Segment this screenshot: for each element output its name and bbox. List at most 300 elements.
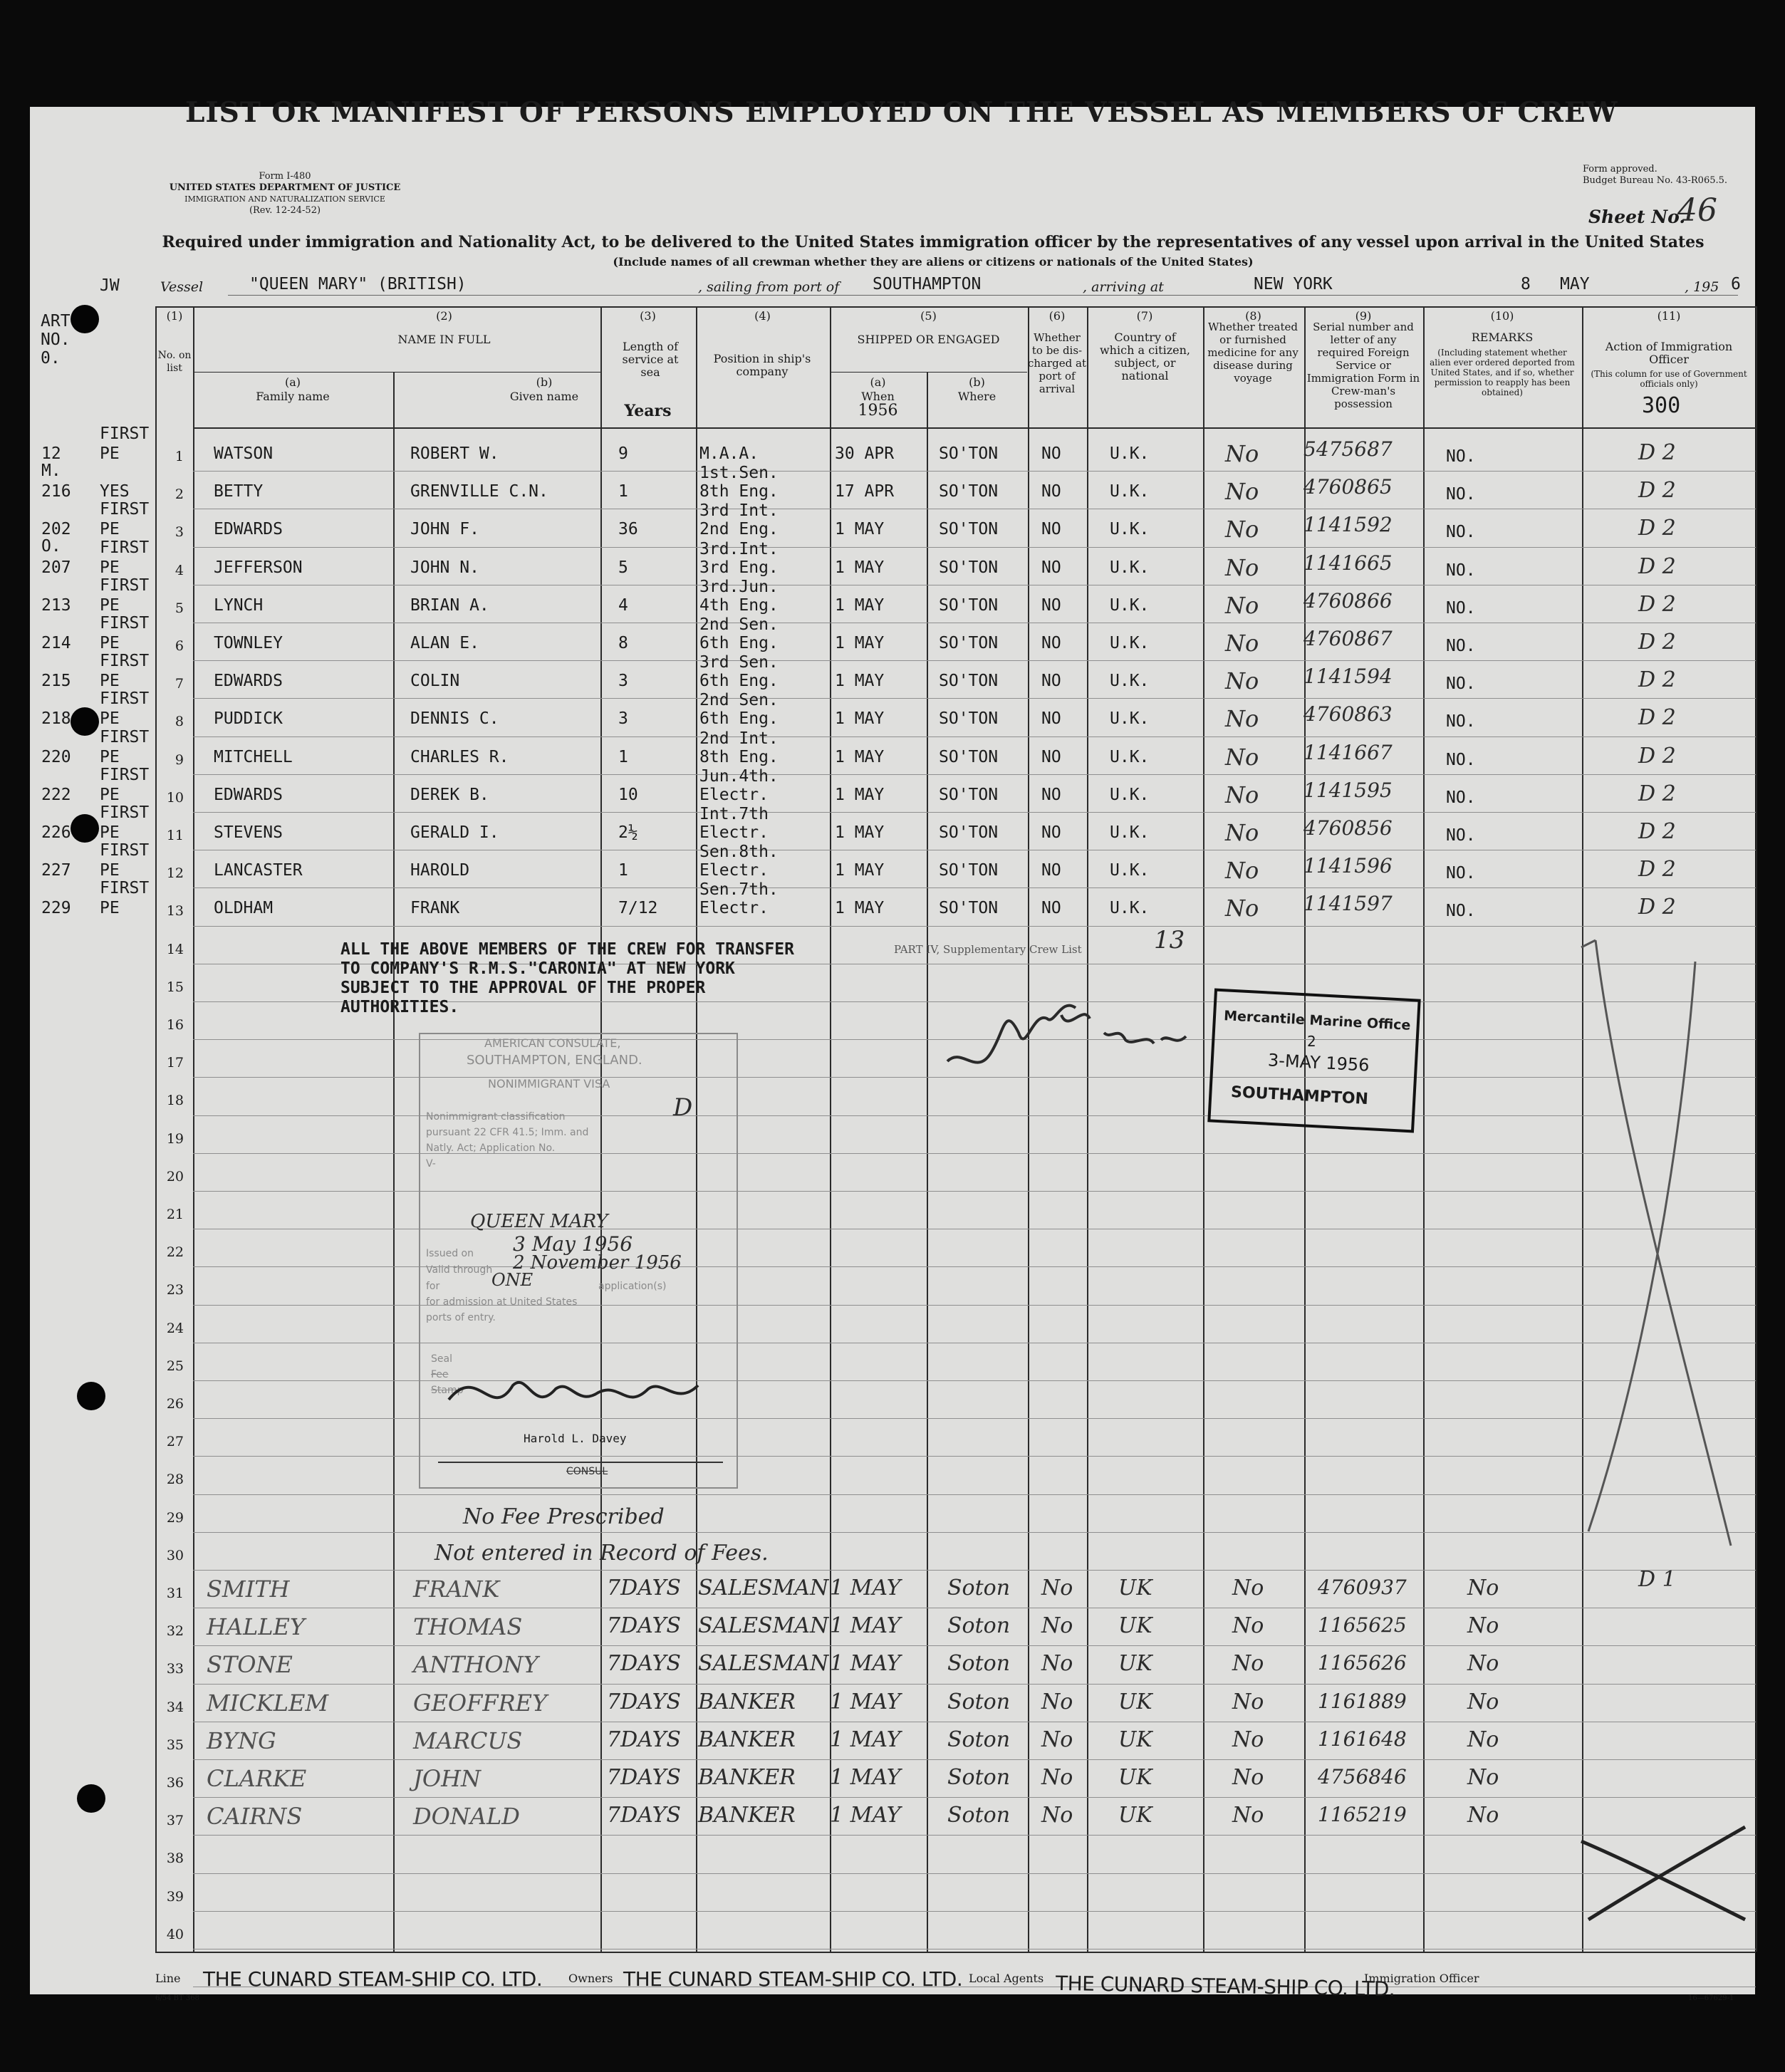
row-number: 3 [175, 524, 184, 541]
transfer-note-1: ALL THE ABOVE MEMBERS OF THE CREW FOR TRANSFER [340, 940, 794, 959]
crew-family-name: EDWARDS [214, 520, 283, 539]
crew-discharged: NO [1041, 444, 1061, 463]
crew-position: BANKER [698, 1689, 796, 1714]
transfer-note-3: SUBJECT TO THE APPROVAL OF THE PROPER [340, 979, 706, 997]
crew-country: U.K. [1110, 558, 1150, 577]
crew-serial: 1141592 [1303, 513, 1393, 537]
crew-discharged: No [1041, 1689, 1073, 1714]
crew-position: 2nd Eng. [699, 520, 779, 539]
crew-discharged: No [1041, 1727, 1073, 1752]
row-number: 40 [166, 1926, 184, 1942]
crew-country: UK [1118, 1651, 1152, 1677]
crew-position: 6th Eng. [699, 634, 779, 652]
service: IMMIGRATION AND NATURALIZATION SERVICE [184, 194, 385, 204]
crew-position: 3rd Eng. [699, 558, 779, 577]
crew-given-name: ALAN E. [410, 634, 479, 652]
voyage-marker: JW [100, 276, 120, 295]
row-number: 26 [166, 1396, 184, 1412]
crew-discharged: NO [1041, 747, 1061, 766]
crew-service-length: 7/12 [618, 899, 658, 918]
crew-remarks: No [1467, 1765, 1499, 1790]
col1-num: (1) [166, 309, 183, 323]
footer-line-label: Line [155, 1972, 181, 1985]
crew-country: U.K. [1110, 595, 1150, 615]
crew-country: U.K. [1110, 520, 1150, 539]
punch-hole [71, 305, 99, 333]
table-column-rule [193, 306, 194, 1952]
consulate-adm2: ports of entry. [426, 1312, 496, 1323]
crew-serial: 4760863 [1303, 702, 1393, 727]
col2b-num: (b) [536, 375, 553, 389]
crew-family-name: BYNG [207, 1727, 276, 1754]
row-number: 10 [166, 789, 184, 806]
consulate-issued: 3 May 1956 [513, 1232, 633, 1256]
crew-action: D 2 [1638, 819, 1676, 844]
row-number: 37 [166, 1813, 184, 1829]
footer-line: THE CUNARD STEAM-SHIP CO. LTD. [203, 1967, 543, 1991]
table-column-rule [393, 372, 395, 1952]
crew-given-name: DONALD [413, 1803, 520, 1831]
crew-remarks: NO. [1446, 788, 1476, 807]
margin-side-note: M. [41, 462, 61, 480]
table-column-rule [927, 372, 928, 1952]
crew-discharged: NO [1041, 520, 1061, 539]
consulate-line2: SOUTHAMPTON, ENGLAND. [467, 1053, 642, 1068]
subheader-rule [193, 372, 600, 373]
crew-position-rank: 2nd Sen. [699, 691, 779, 710]
crew-country: U.K. [1110, 899, 1150, 918]
col5-year: 1956 [858, 402, 898, 420]
crew-family-name: OLDHAM [214, 899, 274, 918]
form-approved: Form approved. [1583, 164, 1658, 175]
col5a-label: When [861, 390, 895, 403]
margin-class-prefix: FIRST [100, 576, 150, 595]
crew-family-name: STEVENS [214, 823, 283, 842]
crew-shipped-where: SO'TON [939, 558, 999, 577]
crew-medical: No [1225, 553, 1259, 581]
col1-label: No. on list [157, 350, 192, 374]
crew-shipped-when: 1 MAY [835, 899, 885, 918]
table-row-rule [193, 1759, 1756, 1760]
row-number: 30 [166, 1547, 184, 1563]
table-row-rule [193, 547, 1756, 548]
table-column-rule [1087, 306, 1088, 1952]
crew-discharged: No [1041, 1803, 1073, 1828]
row-number: 8 [175, 714, 184, 730]
sailing-label: , sailing from port of [698, 279, 840, 295]
crew-discharged: NO [1041, 595, 1061, 615]
margin-art-number: 227 [41, 861, 71, 880]
crew-position-rank: 3rd.Int. [699, 539, 779, 558]
margin-class-prefix: FIRST [100, 425, 150, 443]
crew-family-name: TOWNLEY [214, 634, 283, 652]
margin-class-prefix: FIRST [100, 652, 150, 671]
marine-place: SOUTHAMPTON [1230, 1083, 1369, 1109]
margin-art-number: 216 [41, 482, 71, 501]
crew-family-name: EDWARDS [214, 785, 283, 804]
margin-zero: 0. [41, 349, 61, 368]
margin-class: PE [100, 747, 120, 766]
margin-class: PE [100, 520, 120, 539]
year-prefix: , 195 [1685, 279, 1719, 295]
footer-owners-label: Owners [568, 1972, 613, 1985]
consulate-valid-label: Valid through [426, 1264, 493, 1276]
consulate-line3: NONIMMIGRANT VISA [488, 1077, 610, 1090]
crew-medical: No [1232, 1803, 1264, 1828]
crew-given-name: JOHN [413, 1765, 481, 1792]
crew-shipped-where: Soton [947, 1727, 1011, 1752]
officer-signature [940, 976, 1204, 1090]
crew-discharged: No [1041, 1651, 1073, 1677]
row-number: 36 [166, 1775, 184, 1791]
crew-medical: No [1225, 781, 1259, 808]
crew-shipped-where: Soton [947, 1689, 1011, 1714]
crew-position-rank: 3rd Int. [699, 501, 779, 521]
crew-serial: 1141595 [1303, 778, 1393, 802]
row-number: 28 [166, 1472, 184, 1488]
margin-class-prefix: FIRST [100, 689, 150, 709]
crew-shipped-where: SO'TON [939, 747, 999, 766]
consulate-count: ONE [491, 1270, 534, 1290]
table-row-rule [193, 698, 1756, 699]
cancel-cross-mark-small [1567, 1820, 1756, 1927]
table-row-rule [193, 1532, 1756, 1533]
crew-country: U.K. [1110, 747, 1150, 766]
crew-action: D 2 [1638, 591, 1676, 617]
footer-agents: THE CUNARD STEAM-SHIP CO. LTD. [1055, 1971, 1395, 2001]
crew-service-length: 1 [618, 482, 628, 501]
crew-discharged: No [1041, 1765, 1073, 1790]
crew-service-length: 7DAYS [607, 1576, 681, 1600]
consulate-line6: Natly. Act; Application No. [426, 1142, 556, 1154]
row-number: 34 [166, 1699, 184, 1715]
table-bottom-rule [155, 1952, 1756, 1953]
vessel-label: Vessel [160, 279, 204, 295]
crew-discharged: NO [1041, 899, 1061, 918]
consulate-line7: V- [426, 1158, 436, 1170]
consulate-app-label: application(s) [598, 1281, 667, 1292]
table-row-rule [193, 1684, 1756, 1685]
col8-num: (8) [1245, 309, 1261, 323]
crew-medical: No [1225, 478, 1259, 506]
port-to: NEW YORK [1254, 275, 1333, 293]
crew-shipped-when: 1 MAY [830, 1613, 901, 1639]
crew-given-name: MARCUS [413, 1727, 523, 1754]
crew-country: UK [1118, 1803, 1152, 1828]
col2-num: (2) [436, 309, 452, 323]
page-subtitle: Required under immigration and Nationality Act, to be delivered to the United States immigration officer by the representatives of any vessel upon arrival in the United States [162, 233, 1705, 251]
crew-country: U.K. [1110, 482, 1150, 501]
crew-medical: No [1225, 819, 1259, 846]
margin-class-prefix: FIRST [100, 727, 150, 746]
marine-num: 2 [1307, 1033, 1316, 1050]
margin-class: PE [100, 558, 120, 577]
consulate-ship: QUEEN MARY [470, 1211, 608, 1232]
crew-position: 8th Eng. [699, 747, 779, 766]
form-id-block [146, 171, 424, 217]
row-number: 19 [166, 1130, 184, 1147]
crew-medical: No [1225, 630, 1259, 657]
crew-given-name: ROBERT W. [410, 444, 499, 463]
crew-remarks: No [1467, 1651, 1499, 1677]
margin-class-prefix: FIRST [100, 614, 150, 632]
crew-shipped-when: 17 APR [835, 482, 895, 501]
margin-class: PE [100, 785, 120, 804]
table-row-rule [193, 926, 1756, 927]
consulate-line1: AMERICAN CONSULATE, [484, 1036, 621, 1050]
crew-position: Electr. [699, 899, 769, 918]
crew-given-name: GRENVILLE C.N. [410, 482, 548, 501]
margin-class: PE [100, 709, 120, 729]
margin-class: PE [100, 861, 120, 880]
crew-discharged: NO [1041, 482, 1061, 501]
col7-label: Country of which a citizen, subject, or national [1099, 330, 1190, 382]
punch-hole [77, 1784, 105, 1813]
col9-label: Serial number and letter of any required Foreign Service or Immigration Form in Crew-man's possession [1306, 321, 1420, 410]
crew-position: Electr. [699, 823, 769, 842]
crew-country: UK [1118, 1613, 1152, 1639]
crew-medical: No [1232, 1651, 1264, 1677]
margin-class-prefix: FIRST [100, 538, 150, 557]
crew-remarks: NO. [1446, 485, 1476, 504]
consulate-for-label: for [426, 1281, 440, 1292]
crew-serial: 4760856 [1303, 816, 1393, 840]
table-row-rule [193, 774, 1756, 775]
crew-serial: 4760866 [1303, 588, 1393, 613]
arriving-label: , arriving at [1083, 279, 1164, 295]
crew-medical: No [1225, 743, 1259, 771]
crew-position-rank: Int.7th [699, 805, 769, 823]
crew-service-length: 7DAYS [607, 1689, 681, 1714]
crew-given-name: THOMAS [413, 1613, 523, 1641]
table-column-rule [1028, 306, 1029, 1952]
table-row-rule [193, 1645, 1756, 1646]
punch-hole [77, 1382, 105, 1410]
col8-label: Whether treated or furnished medicine for any disease during voyage [1207, 321, 1299, 385]
row-number: 7 [175, 676, 184, 692]
footer-officer-label: Immigration Officer [1364, 1972, 1479, 1985]
table-row-rule [193, 736, 1756, 737]
col5-num: (5) [920, 309, 937, 323]
crew-shipped-when: 1 MAY [835, 520, 885, 539]
col3-num: (3) [640, 309, 656, 323]
row-number: 9 [175, 751, 184, 768]
crew-position-rank: 2nd Sen. [699, 615, 779, 634]
table-row-rule [193, 1911, 1756, 1912]
crew-position: SALESMAN [698, 1651, 829, 1677]
margin-art-number: 207 [41, 558, 71, 577]
crew-shipped-where: SO'TON [939, 672, 999, 691]
consulate-fee: Fee [431, 1369, 449, 1380]
crew-action: D 2 [1638, 705, 1676, 731]
crew-remarks: NO. [1446, 598, 1476, 618]
row-number: 2 [175, 486, 184, 503]
row-number: 29 [166, 1509, 184, 1526]
crew-country: U.K. [1110, 709, 1150, 729]
row-number: 21 [166, 1207, 184, 1222]
crew-shipped-when: 1 MAY [835, 785, 885, 804]
margin-art-number: 229 [41, 899, 71, 918]
row-number: 13 [166, 903, 184, 920]
crew-position: 4th Eng. [699, 595, 779, 615]
margin-art-number: 218 [41, 709, 71, 729]
crew-action: D 2 [1638, 478, 1676, 504]
crew-remarks: NO. [1446, 712, 1476, 732]
row-number: 14 [166, 941, 184, 957]
crew-discharged: NO [1041, 785, 1061, 804]
row-number: 17 [166, 1055, 184, 1071]
crew-given-name: FRANK [410, 899, 460, 918]
footer-print-left: 6/54 BT 368 [155, 1994, 199, 2002]
row-number: 35 [166, 1737, 184, 1753]
row-number: 5 [175, 600, 184, 616]
crew-action: D 2 [1638, 743, 1676, 769]
crew-service-length: 7DAYS [607, 1613, 681, 1639]
crew-shipped-where: SO'TON [939, 444, 999, 463]
crew-remarks: No [1467, 1803, 1499, 1828]
crew-medical: No [1225, 705, 1259, 733]
col2a-num: (a) [284, 375, 301, 389]
crew-shipped-where: Soton [947, 1651, 1011, 1677]
crew-position-rank: 2nd Int. [699, 729, 779, 748]
crew-shipped-where: Soton [947, 1765, 1011, 1790]
consul-name: Harold L. Davey [524, 1432, 627, 1445]
row-number: 16 [166, 1017, 184, 1033]
crew-position: SALESMAN [698, 1576, 829, 1600]
row-number: 4 [175, 562, 184, 578]
crew-discharged: No [1041, 1576, 1073, 1600]
table-row-rule [193, 887, 1756, 888]
crew-position: 8th Eng. [699, 482, 779, 501]
crew-serial: 1141597 [1303, 892, 1393, 916]
margin-class-prefix: FIRST [100, 841, 150, 860]
col9-num: (9) [1355, 309, 1372, 323]
budget-bureau: Budget Bureau No. 43-R065.5. [1583, 175, 1728, 186]
crew-medical: No [1225, 440, 1259, 467]
consulate-valid: 2 November 1956 [513, 1252, 682, 1274]
margin-class: PE [100, 444, 120, 463]
col11-label: Action of Immigration Officer [1605, 340, 1733, 366]
crew-service-length: 10 [618, 785, 638, 804]
row-number: 38 [166, 1850, 184, 1867]
crew-serial: 1165626 [1318, 1651, 1407, 1675]
crew-position: SALESMAN [698, 1613, 829, 1639]
crew-remarks: No [1467, 1727, 1499, 1752]
crew-family-name: LANCASTER [214, 861, 303, 880]
row-number: 27 [166, 1434, 184, 1450]
crew-discharged: NO [1041, 558, 1061, 577]
crew-action: D 2 [1638, 895, 1676, 920]
table-column-rule [1756, 306, 1757, 1952]
table-top-rule [155, 306, 1756, 308]
crew-family-name: MICKLEM [207, 1689, 329, 1717]
crew-family-name: LYNCH [214, 595, 264, 615]
crew-shipped-when: 1 MAY [835, 672, 885, 691]
crew-shipped-where: SO'TON [939, 709, 999, 729]
crew-position: 6th Eng. [699, 672, 779, 691]
row-number: 22 [166, 1244, 184, 1261]
row-number: 31 [166, 1586, 184, 1601]
crew-family-name: MITCHELL [214, 747, 293, 766]
col4-label: Position in ship's company [713, 352, 811, 378]
voyage-underline [228, 295, 1738, 296]
crew-country: UK [1118, 1765, 1152, 1790]
crew-remarks: NO. [1446, 447, 1476, 466]
crew-shipped-when: 1 MAY [835, 595, 885, 615]
row-number: 25 [166, 1358, 184, 1374]
crew-service-length: 7DAYS [607, 1803, 681, 1828]
crew-medical: No [1225, 895, 1259, 922]
page-title: LIST OR MANIFEST OF PERSONS EMPLOYED ON THE VESSEL AS MEMBERS OF CREW [185, 96, 1618, 129]
crew-position-rank: Sen.7th. [699, 880, 779, 900]
crew-given-name: BRIAN A. [410, 595, 489, 615]
marine-date: 3-MAY 1956 [1267, 1050, 1370, 1076]
margin-art-number: 213 [41, 595, 71, 615]
crew-shipped-where: SO'TON [939, 899, 999, 918]
crew-given-name: FRANK [413, 1576, 500, 1603]
col11-num: (11) [1657, 309, 1681, 323]
margin-art-number: 12 [41, 444, 61, 463]
crew-shipped-when: 1 MAY [835, 634, 885, 652]
margin-class: PE [100, 595, 120, 615]
crew-shipped-when: 1 MAY [830, 1803, 901, 1828]
consulate-mark: D [673, 1093, 693, 1122]
crew-family-name: SMITH [207, 1576, 290, 1603]
crew-shipped-where: SO'TON [939, 482, 999, 501]
crew-family-name: JEFFERSON [214, 558, 303, 577]
crew-shipped-when: 1 MAY [830, 1576, 901, 1600]
col10-num: (10) [1490, 309, 1514, 323]
margin-art-number: 215 [41, 672, 71, 691]
margin-class: PE [100, 899, 120, 918]
col11-count: 300 [1642, 393, 1681, 418]
crew-given-name: JOHN N. [410, 558, 479, 577]
margin-art-number: 214 [41, 634, 71, 652]
crew-family-name: EDWARDS [214, 672, 283, 691]
crew-medical: No [1232, 1689, 1264, 1714]
crew-position-rank: Jun.4th. [699, 766, 779, 786]
department: UNITED STATES DEPARTMENT OF JUSTICE [169, 182, 401, 193]
row-number: 18 [166, 1093, 184, 1109]
crew-service-length: 3 [618, 672, 628, 691]
margin-class-prefix: FIRST [100, 765, 150, 784]
crew-position: BANKER [698, 1765, 796, 1790]
cancel-cross-mark [1567, 933, 1752, 1560]
col2-label: NAME IN FULL [397, 333, 491, 346]
col2a-label: Family name [256, 390, 330, 403]
crew-family-name: STONE [207, 1651, 293, 1679]
crew-family-name: CLARKE [207, 1765, 307, 1792]
crew-remarks: NO. [1446, 637, 1476, 655]
crew-remarks: No [1467, 1613, 1499, 1639]
crew-country: U.K. [1110, 785, 1150, 804]
crew-serial: 1161889 [1318, 1689, 1407, 1713]
margin-side-note: O. [41, 537, 61, 556]
crew-position: M.A.A. [699, 444, 759, 463]
punch-hole [71, 814, 99, 843]
crew-remarks: NO. [1446, 864, 1476, 883]
record-note: Not entered in Record of Fees. [434, 1541, 769, 1566]
crew-shipped-where: Soton [947, 1613, 1011, 1639]
crew-position: BANKER [698, 1727, 796, 1752]
margin-art-number: 220 [41, 747, 71, 766]
crew-service-length: 4 [618, 595, 628, 615]
crew-family-name: PUDDICK [214, 709, 283, 729]
consulate-stamp-word: Stamp [431, 1385, 464, 1396]
crew-shipped-when: 1 MAY [835, 558, 885, 577]
table-column-rule [1423, 306, 1425, 1952]
sheet-number: 46 [1677, 192, 1717, 229]
